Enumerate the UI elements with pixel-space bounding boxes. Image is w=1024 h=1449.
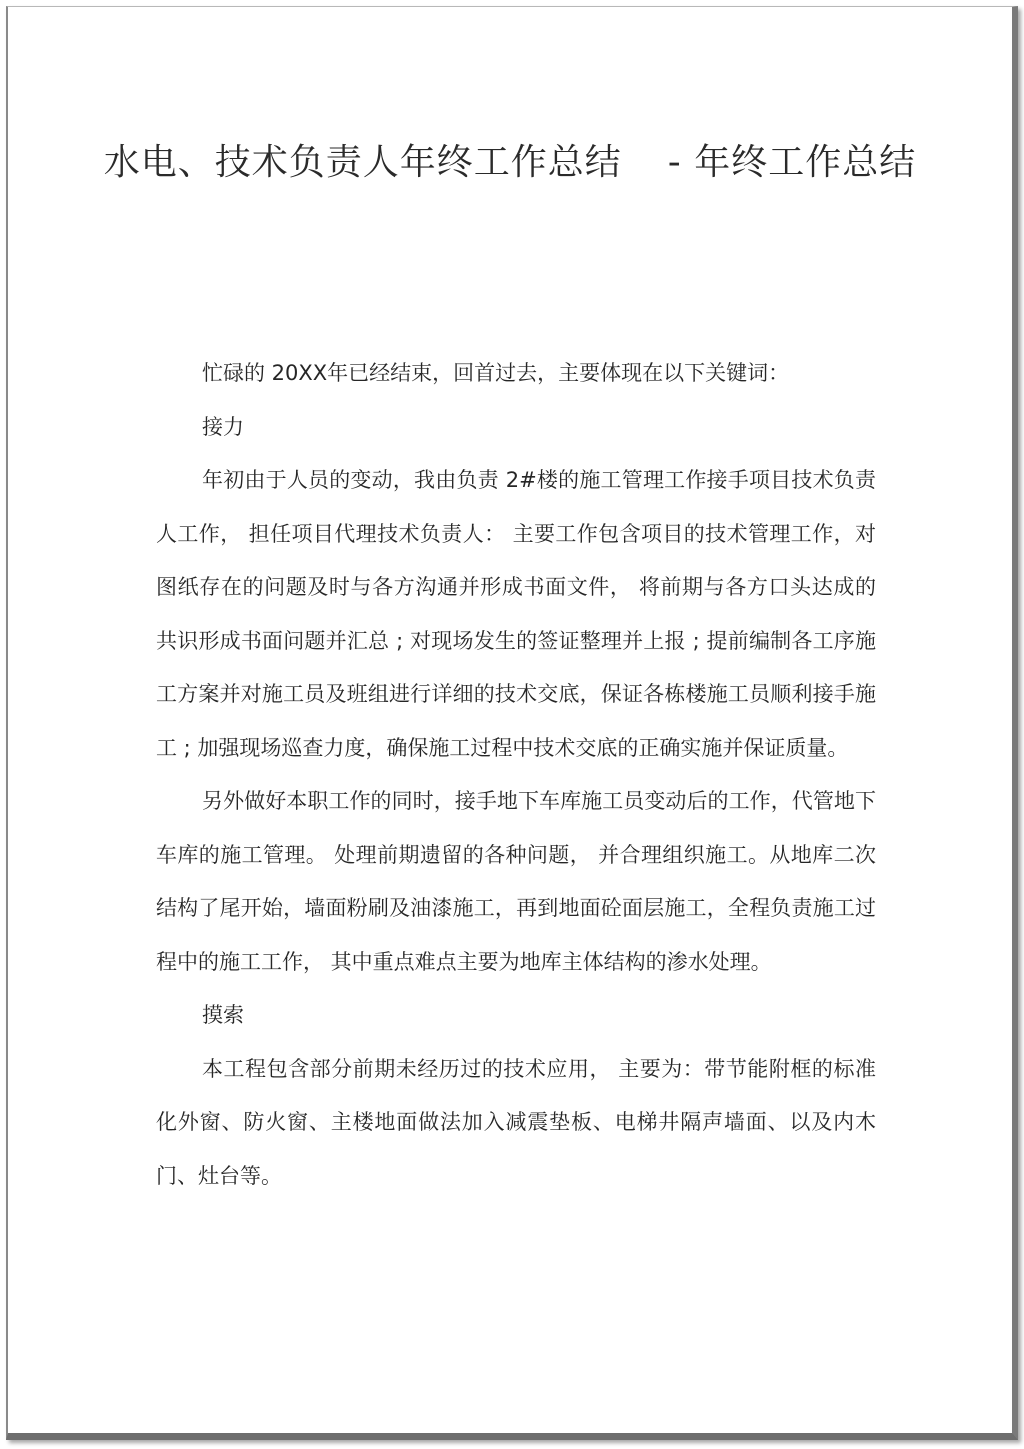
paragraph-relay: 年初由于人员的变动，我由负责 2#楼的施工管理工作接手项目技术负责人工作， 担任项目代理技术负责人： 主要工作包含项目的技术管理工作，对图纸存在的问题及时与各方沟通并形成书面文件， 将前期与各方口头达成的共识形成书面问题并汇总 ; 对现场发生的签证整理并上报 ; 提前编制各工序施工方案并对施工员及班组进行详细的技术交底，保证各栋楼施工员顺利接手施工 ; 加强现场巡查力度，确保施工过程中技术交底的正确实施并保证质量。 (156, 468, 876, 760)
title-main: 水电、技术负责人年终工作总结 (103, 142, 622, 183)
paragraph-garage: 另外做好本职工作的同时，接手地下车库施工员变动后的工作，代管地下车库的施工管理。 处理前期遗留的各种问题， 并合理组织施工。从地库二次结构了尾开始，墙面粉刷及油漆施工，再到地面砼面层施工，全程负责施工过程中的施工工作， 其中重点难点主要为地库主体结构的渗水处理。 (156, 789, 876, 974)
document-body (156, 347, 876, 1203)
title-suffix: - 年终工作总结 (667, 142, 917, 183)
paragraph-intro: 忙碌的 20XX年已经结束，回首过去，主要体现在以下关键词： (202, 361, 790, 385)
document-page (6, 6, 1018, 1440)
document-title (8, 135, 1012, 191)
section-heading-relay: 接力 (202, 414, 244, 439)
paragraph-explore: 本工程包含部分前期未经历过的技术应用， 主要为：带节能附框的标准化外窗、防火窗、主楼地面做法加入减震垫板、电梯井隔声墙面、以及内木门、灶台等。 (156, 1056, 876, 1188)
section-heading-explore: 摸索 (202, 1003, 244, 1027)
